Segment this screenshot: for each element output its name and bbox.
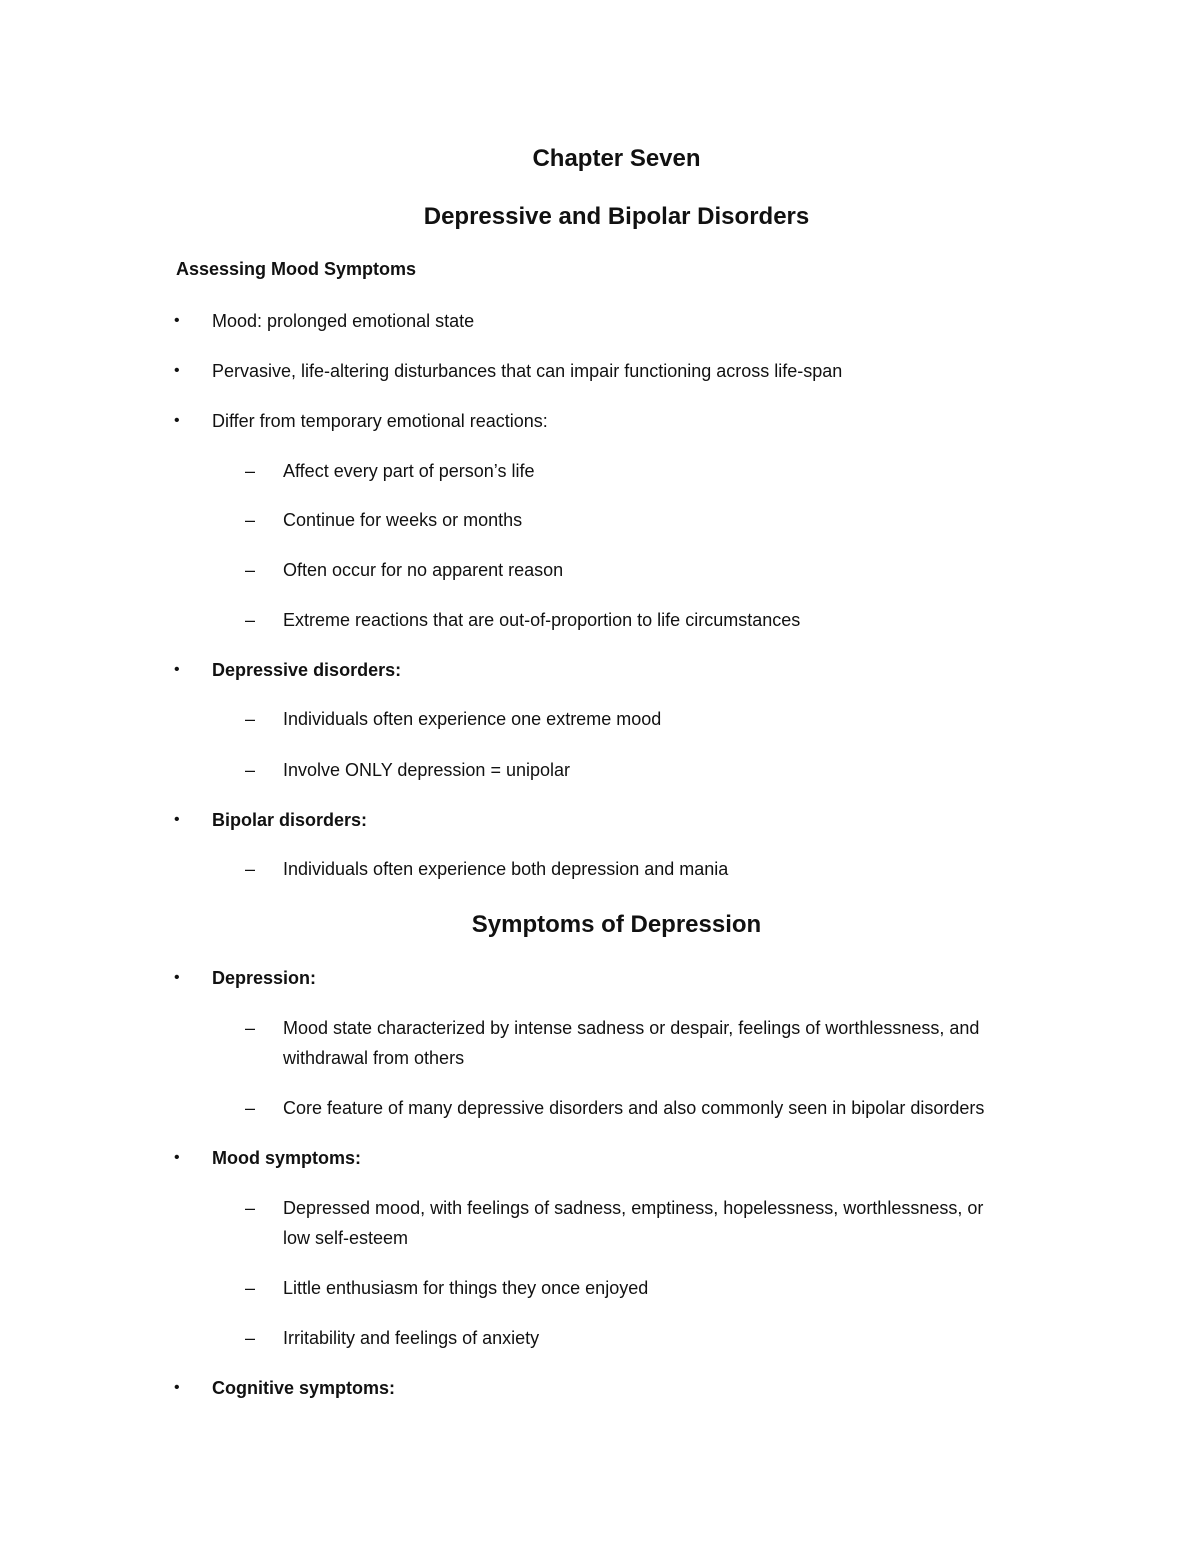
bullet-item: Mood: prolonged emotional state bbox=[212, 311, 475, 331]
dash-marker: – bbox=[245, 760, 256, 780]
dash-marker: – bbox=[245, 1098, 256, 1118]
bullet-item: Depression: bbox=[212, 968, 317, 988]
bullet-marker: • bbox=[174, 1149, 180, 1166]
bullet-marker: • bbox=[174, 661, 180, 678]
bullet-marker: • bbox=[174, 811, 180, 828]
sub-item-continuation: low self-esteem bbox=[283, 1228, 409, 1248]
bullet-marker: • bbox=[174, 969, 180, 986]
dash-marker: – bbox=[245, 859, 256, 879]
bullet-marker: • bbox=[174, 362, 180, 379]
sub-item: Continue for weeks or months bbox=[283, 510, 523, 530]
sub-item: Individuals often experience one extreme mood bbox=[283, 709, 662, 729]
section-subheading: Assessing Mood Symptoms bbox=[176, 259, 417, 279]
dash-marker: – bbox=[245, 1018, 256, 1038]
bullet-marker: • bbox=[174, 412, 180, 429]
sub-item: Core feature of many depressive disorders and also commonly seen in bipolar disorders bbox=[283, 1098, 985, 1118]
bullet-marker: • bbox=[174, 312, 180, 329]
sub-item: Depressed mood, with feelings of sadness, emptiness, hopelessness, worthlessness, or bbox=[283, 1198, 984, 1218]
sub-item: Little enthusiasm for things they once enjoyed bbox=[283, 1278, 649, 1298]
sub-item-continuation: withdrawal from others bbox=[283, 1048, 465, 1068]
dash-marker: – bbox=[245, 1278, 256, 1298]
bullet-marker: • bbox=[174, 1379, 180, 1396]
dash-marker: – bbox=[245, 461, 256, 481]
sub-item: Involve ONLY depression = unipolar bbox=[283, 760, 571, 780]
bullet-item: Pervasive, life-altering disturbances that can impair functioning across life-span bbox=[212, 361, 843, 381]
sub-item: Extreme reactions that are out-of-proportion to life circumstances bbox=[283, 610, 801, 630]
bullet-item: Bipolar disorders: bbox=[212, 810, 368, 830]
sub-item: Mood state characterized by intense sadness or despair, feelings of worthlessness, and bbox=[283, 1018, 980, 1038]
dash-marker: – bbox=[245, 1328, 256, 1348]
dash-marker: – bbox=[245, 1198, 256, 1218]
bullet-item: Depressive disorders: bbox=[212, 660, 402, 680]
dash-marker: – bbox=[245, 610, 256, 630]
dash-marker: – bbox=[245, 510, 256, 530]
sub-item: Affect every part of person’s life bbox=[283, 461, 535, 481]
chapter-title: Chapter Seven bbox=[532, 145, 701, 172]
bullet-item: Cognitive symptoms: bbox=[212, 1378, 396, 1398]
bullet-item: Differ from temporary emotional reactions: bbox=[212, 411, 548, 431]
dash-marker: – bbox=[245, 560, 256, 580]
sub-item: Irritability and feelings of anxiety bbox=[283, 1328, 540, 1348]
document-title: Depressive and Bipolar Disorders bbox=[423, 203, 810, 230]
section-heading: Symptoms of Depression bbox=[471, 911, 762, 938]
sub-item: Individuals often experience both depression and mania bbox=[283, 859, 729, 879]
dash-marker: – bbox=[245, 709, 256, 729]
bullet-item: Mood symptoms: bbox=[212, 1148, 362, 1168]
sub-item: Often occur for no apparent reason bbox=[283, 560, 564, 580]
